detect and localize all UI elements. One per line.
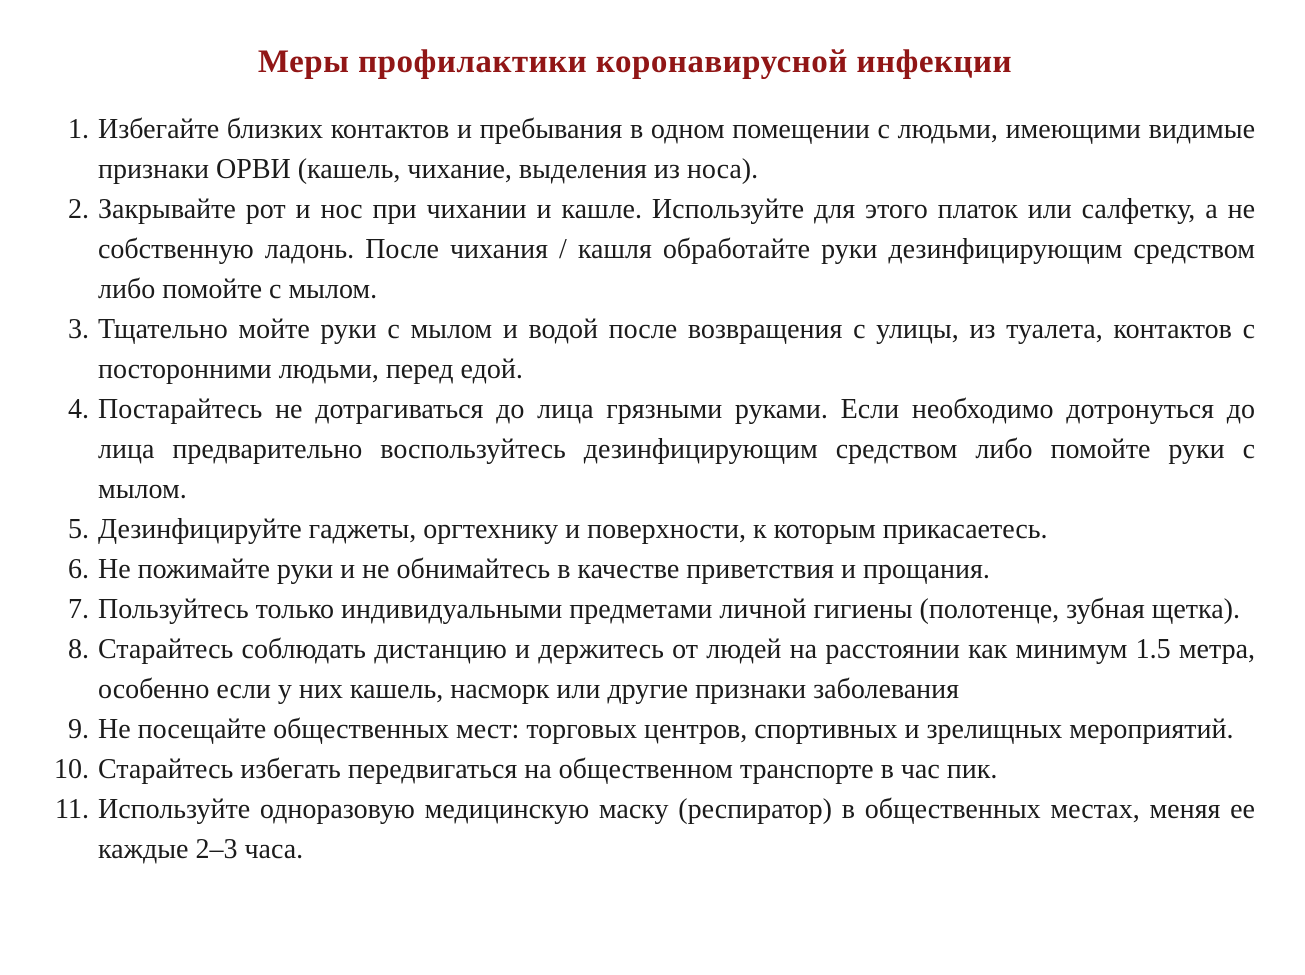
list-item-number: 3. bbox=[68, 314, 89, 345]
list-item-number: 5. bbox=[68, 514, 89, 545]
list-item-text: Постарайтесь не дотрагиваться до лица грязными руками. Если необходимо дотронуться до лица предварительно воспользуйтесь дезинфицирующим средством либо помойте руки с мылом. bbox=[98, 394, 1255, 505]
prevention-list bbox=[0, 110, 1305, 870]
list-item bbox=[68, 550, 1255, 590]
list-item-number: 6. bbox=[68, 554, 89, 585]
list-item-text: Тщательно мойте руки с мылом и водой после возвращения с улицы, из туалета, контактов с посторонними людьми, перед едой. bbox=[98, 314, 1255, 385]
list-item-text: Пользуйтесь только индивидуальными предметами личной гигиены (полотенце, зубная щетка). bbox=[98, 594, 1240, 625]
list-item-text: Старайтесь соблюдать дистанцию и держитесь от людей на расстоянии как минимум 1.5 метра, особенно если у них кашель, насморк или другие признаки заболевания bbox=[98, 634, 1255, 705]
list-item-text: Используйте одноразовую медицинскую маску (респиратор) в общественных местах, меняя ее каждые 2–3 часа. bbox=[98, 794, 1255, 865]
list-item-text: Дезинфицируйте гаджеты, оргтехнику и поверхности, к которым прикасаетесь. bbox=[98, 514, 1048, 545]
list-item-number: 11. bbox=[55, 794, 89, 825]
list-item-number: 1. bbox=[68, 114, 89, 145]
list-item-text: Старайтесь избегать передвигаться на общественном транспорте в час пик. bbox=[98, 754, 998, 785]
list-item-text: Не посещайте общественных мест: торговых центров, спортивных и зрелищных мероприятий. bbox=[98, 714, 1234, 745]
list-item-text: Не пожимайте руки и не обнимайтесь в качестве приветствия и прощания. bbox=[98, 554, 990, 585]
list-item bbox=[68, 190, 1255, 310]
list-item bbox=[68, 710, 1255, 750]
list-item bbox=[55, 790, 1255, 870]
list-item-number: 10. bbox=[54, 754, 89, 785]
list-item-text: Избегайте близких контактов и пребывания в одном помещении с людьми, имеющими видимые признаки ОРВИ (кашель, чихание, выделения из носа). bbox=[98, 114, 1255, 185]
list-item-text: Закрывайте рот и нос при чихании и кашле. Используйте для этого платок или салфетку, а не собственную ладонь. После чихания / кашля обработайте руки дезинфицирующим средством либо помойте с мылом. bbox=[98, 194, 1255, 305]
list-item-number: 7. bbox=[68, 594, 89, 625]
list-item bbox=[68, 310, 1255, 390]
list-item-number: 4. bbox=[68, 394, 89, 425]
list-item bbox=[68, 590, 1255, 630]
page-title: Меры профилактики коронавирусной инфекции bbox=[257, 44, 1013, 80]
list-item bbox=[68, 390, 1255, 510]
list-item-number: 2. bbox=[68, 194, 89, 225]
list-item bbox=[54, 750, 1255, 790]
list-item bbox=[68, 510, 1255, 550]
list-item-number: 8. bbox=[68, 634, 89, 665]
list-item bbox=[68, 630, 1255, 710]
list-item-number: 9. bbox=[68, 714, 89, 745]
list-item bbox=[68, 110, 1255, 190]
